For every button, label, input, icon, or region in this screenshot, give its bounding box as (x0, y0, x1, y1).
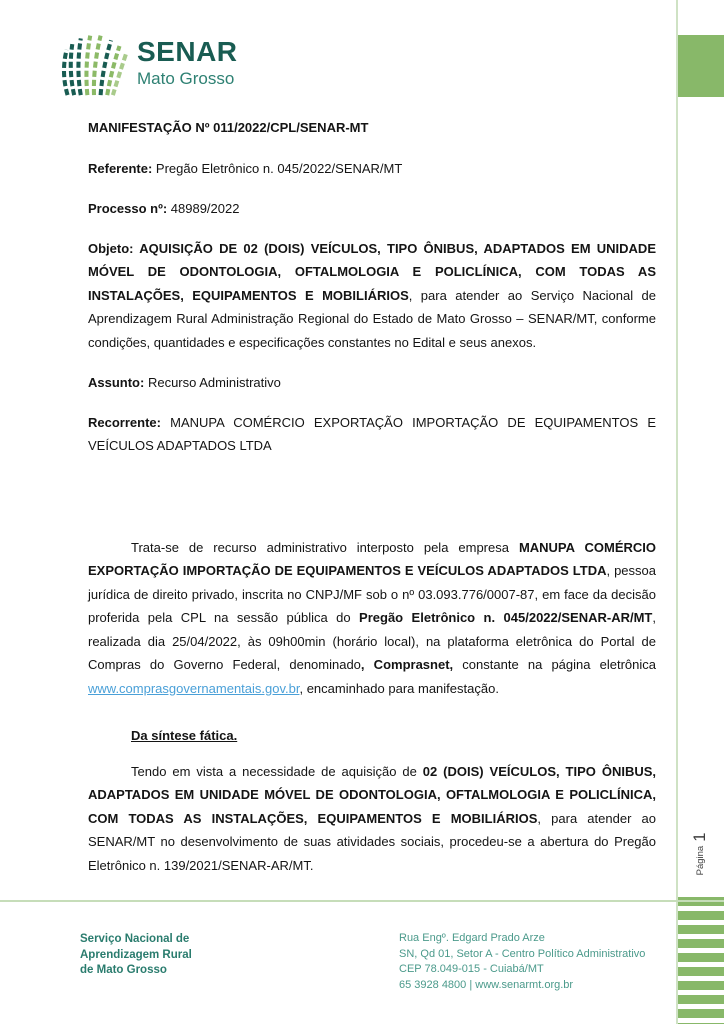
assunto-line: Assunto: Recurso Administrativo (88, 374, 281, 390)
processo-line: Processo nº: 48989/2022 (88, 200, 240, 216)
logo-region: Mato Grosso (137, 68, 235, 88)
page-word: Página (694, 845, 706, 876)
senar-logo (60, 28, 238, 98)
section-heading: Da síntese fática. (131, 728, 238, 743)
footer-address-line: CEP 78.049-015 - Cuiabá/MT (399, 963, 544, 975)
page-number-label (689, 820, 711, 888)
footer-organization (80, 932, 192, 979)
footer-address-line: Rua Engº. Edgard Prado Arze (399, 932, 545, 944)
footer-address-line: 65 3928 4800 | www.senarmt.org.br (399, 978, 574, 991)
right-rail-divider (676, 0, 678, 1024)
hyperlink[interactable]: www.comprasgovernamentais.gov.br (88, 680, 300, 696)
footer-address (399, 931, 645, 993)
sintese-paragraph: Tendo em vista a necessidade de aquisição de 02 (DOIS) VEÍCULOS, TIPO ÔNIBUS, ADAPTADOS EM UNIDADE MÓVEL DE ODONTOLOGIA, OFTALMOLOGIA E POLICLÍNICA, COM TODAS AS INSTALAÇÕES, EQUIPAMENTOS E MOBILIÁRIOS, para atender ao SENAR/MT no desenvolvimento de suas atividades sociais, procedeu-se a abertura do Pregão Eletrônico n. 139/2021/SENAR-AR/MT. (88, 763, 656, 873)
page-number: 1 (690, 832, 709, 842)
intro-paragraph: Trata-se de recurso administrativo interposto pela empresa MANUPA COMÉRCIO EXPORTAÇÃO IMPORTAÇÃO DE EQUIPAMENTOS E VEÍCULOS ADAPTADOS LTDA, pessoa jurídica de direito privado, inscrita no CNPJ/MF sob o nº 03.093.776/0007-87, em face da decisão proferida pela CPL na sessão pública do Pregão Eletrônico n. 045/2022/SENAR-AR/MT, realizada dia 25/04/2022, às 09h00min (horário local), na plataforma eletrônica do Portal de Compras do Governo Federal, denominado, Comprasnet, constante na página eletrônica www.comprasgovernamentais.gov.br, encaminhado para manifestação. (88, 539, 657, 696)
logo-wordmark (137, 35, 238, 89)
objeto-paragraph: Objeto: AQUISIÇÃO DE 02 (DOIS) VEÍCULOS, TIPO ÔNIBUS, ADAPTADOS EM UNIDADE MÓVEL DE ODONTOLOGIA, OFTALMOLOGIA E POLICLÍNICA, COM TODAS AS INSTALAÇÕES, EQUIPAMENTOS E MOBILIÁRIOS, para atender ao Serviço Nacional de Aprendizagem Rural Administração Regional do Estado de Mato Grosso – SENAR/MT, conforme condições, quantidades e especificações constantes no Edital e seus anexos. (88, 240, 656, 350)
footer-org-line: de Mato Grosso (80, 964, 167, 976)
senar-wheat-icon (60, 28, 128, 98)
logo-name: SENAR (137, 35, 238, 67)
footer-org-line: Serviço Nacional de (80, 933, 190, 945)
referente-line: Referente: Pregão Eletrônico n. 045/2022/SENAR/MT (88, 160, 403, 176)
footer-org-line: Aprendizagem Rural (80, 948, 192, 961)
footer-address-line: SN, Qd 01, Setor A - Centro Político Administrativo (399, 947, 646, 960)
document-body (88, 116, 656, 894)
right-rail-stripes (678, 897, 724, 1024)
footer-divider (0, 900, 724, 902)
right-rail-green-block (678, 35, 724, 97)
recorrente-paragraph: Recorrente: MANUPA COMÉRCIO EXPORTAÇÃO IMPORTAÇÃO DE EQUIPAMENTOS E VEÍCULOS ADAPTADOS LTDA (88, 414, 656, 453)
document-title: MANIFESTAÇÃO Nº 011/2022/CPL/SENAR-MT (88, 120, 369, 135)
